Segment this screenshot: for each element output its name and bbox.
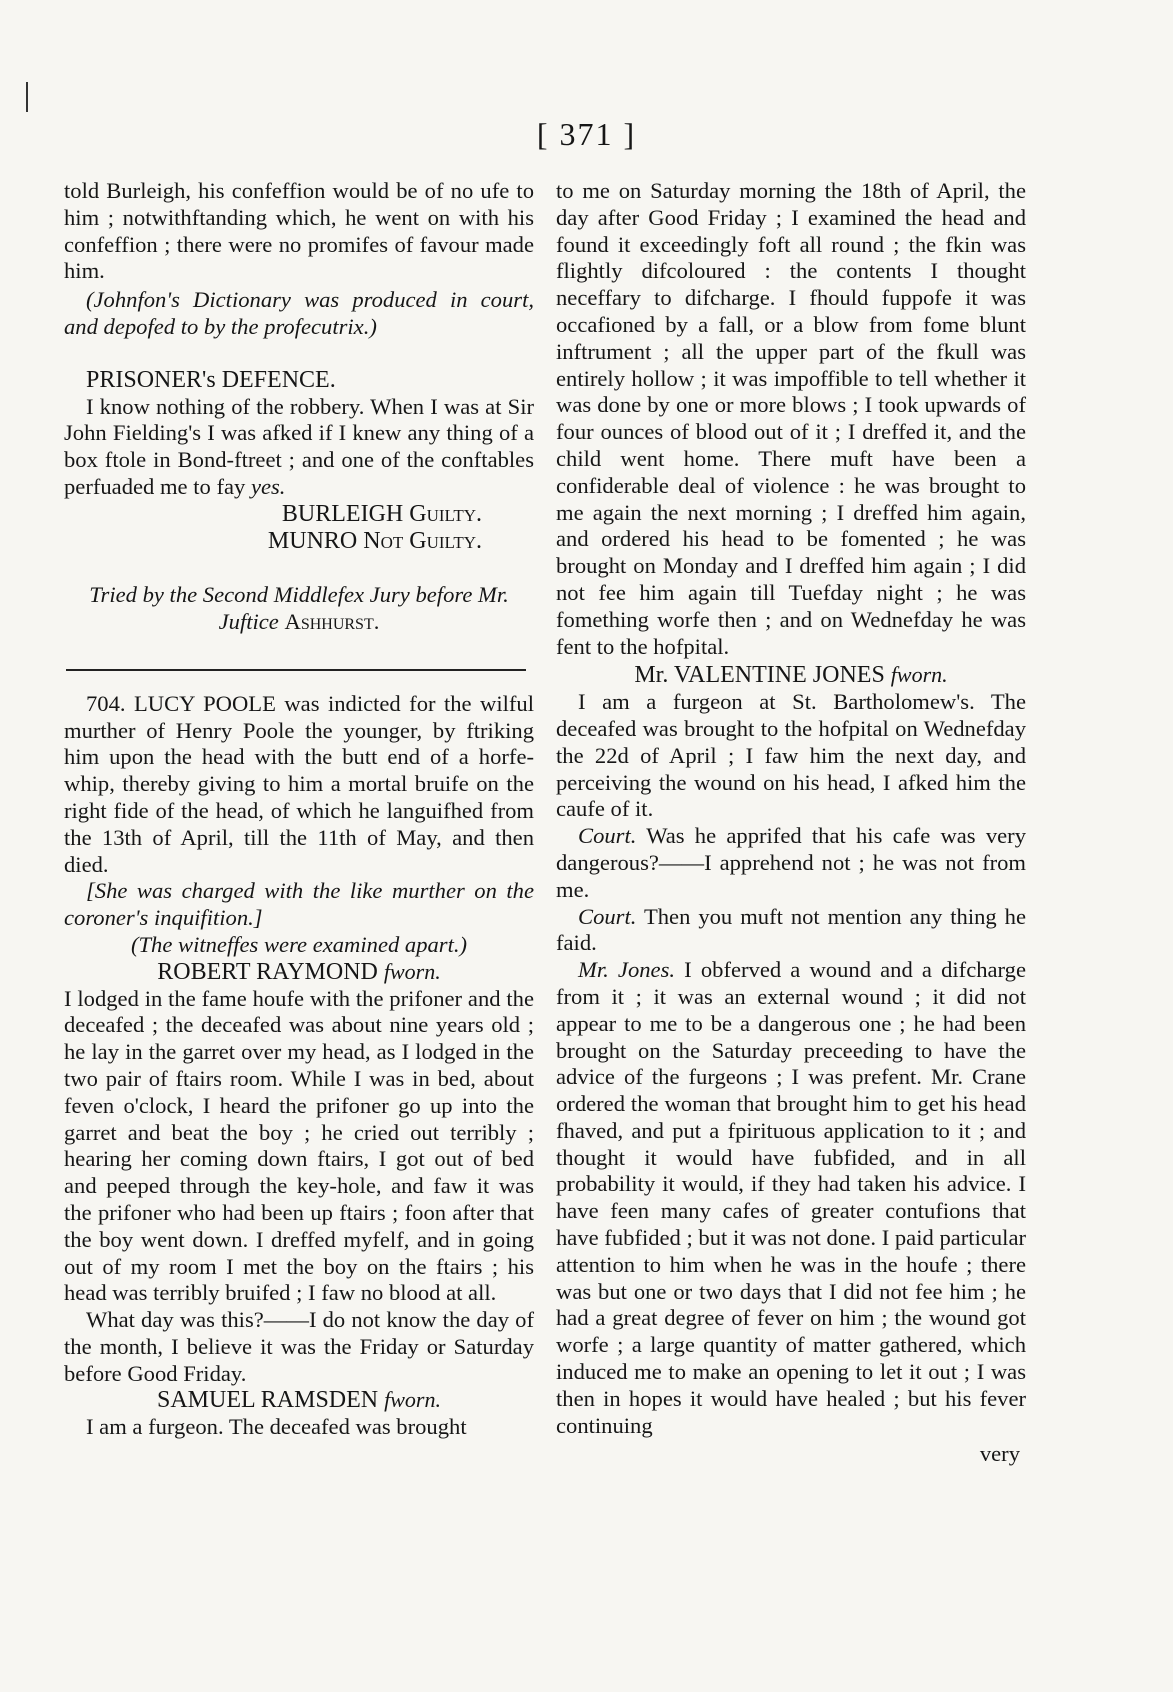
right-column [556, 178, 1026, 1468]
court-question: Court. Then you muft not mention any thing he faid. [556, 903, 1026, 956]
paragraph: told Burleigh, his confeffion would be of no ufe to him ; notwithftanding which, he went on with his confeffion ; there were no promifes of favour made him. [64, 178, 534, 284]
testimony: I am a furgeon. The deceafed was brought [86, 1414, 467, 1440]
margin-mark [26, 82, 28, 112]
court-note: (Johnfon's Dictionary was produced in court, and depofed to by the profecutrix.) [64, 287, 534, 339]
witness-note: (The witneffes were examined apart.) [130, 931, 468, 957]
charge-note: [She was charged with the like murther on the coroner's inquifition.] [64, 878, 534, 931]
testimony: I lodged in the fame houfe with the prifoner and the deceafed ; the deceafed was about nine years old ; he lay in the garret over my head, as I lodged in the two pair of ftairs room. While I was in bed, about feven o'clock, I heard the prifoner go up into the garret and beat the boy ; he cried out terribly ; hearing her coming down ftairs, I got out of bed and peeped through the key-hole, and faw it was the prifoner who had been up ftairs ; foon after that the boy went down. I dreffed myfelf, and in going out of my room I met the boy on the ftairs ; his head was terribly bruifed ; I faw no blood at all. [64, 985, 534, 1306]
court-question: Court. Was he apprifed that his cafe was very dangerous?——I apprehend not ; he was not from me. [556, 823, 1026, 902]
defence-heading: PRISONER's DEFENCE. [86, 366, 336, 393]
divider [66, 669, 526, 671]
left-column [64, 178, 534, 1441]
testimony: Mr. Jones. I obferved a wound and a difcharge from it ; it was an external wound ; it did not appear to me to be a dangerous one ; he had been brought on the Saturday preceeding to have the advice of the furgeons ; I was prefent. Mr. Crane ordered the woman that brought him to get his head fhaved, and put a fpirituous application to it ; and thought it would have fubfided, and in all probability it would, if they had taken his advice. I have feen many cafes of greater contufions that have fubfided ; but it was not done. I paid particular attention to him when he was in the houfe ; there was but one or two days that I did not fee him ; he had a great degree of fever on him ; the wound got worfe ; a large quantity of matter gathered, which induced me to make an opening to let it out ; I was then in hopes it would have healed ; but his fever continuing [556, 957, 1026, 1438]
verdict-line: MUNRO Not Guilty. [267, 527, 482, 554]
trial-info: Tried by the Second Middlefex Jury before Mr. Juftice Ashhurst. [89, 581, 509, 634]
defence-text: I know nothing of the robbery. When I was at Sir John Fielding's I was afked if I knew any thing of a box ftole in Bond-ftreet ; and one of the conftables perfuaded me to fay [64, 393, 534, 499]
defence-text-end: yes. [250, 473, 286, 499]
witness-heading: Mr. VALENTINE JONES fworn. [634, 662, 948, 689]
page-number: [ 371 ] [536, 116, 637, 152]
paragraph [64, 394, 534, 501]
testimony: What day was this?——I do not know the day of the month, I believe it was the Friday or Saturday before Good Friday. [64, 1307, 534, 1386]
verdict-line: BURLEIGH Guilty. [281, 500, 482, 527]
witness-heading: ROBERT RAYMOND fworn. [157, 958, 441, 985]
testimony: to me on Saturday morning the 18th of April, the day after Good Friday ; I examined the head and found it exceedingly foft all round ; the fkin was flightly difcoloured : the contents I thought neceffary to difcharge. I fhould fuppofe it was occafioned by a fall, or a blow from fome blunt inftrument ; all the upper part of the fkull was entirely hollow ; it was impoffible to tell whether it was done by one or more blows ; I took upwards of four ounces of blood out of it ; I dreffed it, and the child went home. There muft have been a confiderable deal of violence : he was brought to me again the next morning ; I dreffed him again, and ordered his head to be fomented ; he was brought on Monday and I dreffed him again ; I did not fee him again till Tuefday night ; he was fomething worfe then ; and on Wednefday he was fent to the hofpital. [556, 178, 1026, 659]
case-paragraph: 704. LUCY POOLE was indicted for the wilful murther of Henry Poole the younger, by ftriking him upon the head with the butt end of a horfe-whip, thereby giving to him a mortal bruife on the right fide of the head, of which he languifhed from the 13th of April, till the 11th of May, and then died. [64, 690, 534, 877]
section-heading [64, 367, 534, 394]
catchword: very [979, 1441, 1020, 1467]
testimony: I am a furgeon at St. Bartholomew's. The deceafed was brought to the hofpital on Wednefday the 22d of April ; I faw him the next day, and perceiving the wound on his head, I afked him the caufe of it. [556, 689, 1026, 822]
witness-heading: SAMUEL RAMSDEN fworn. [157, 1387, 441, 1414]
verdict [64, 501, 534, 555]
